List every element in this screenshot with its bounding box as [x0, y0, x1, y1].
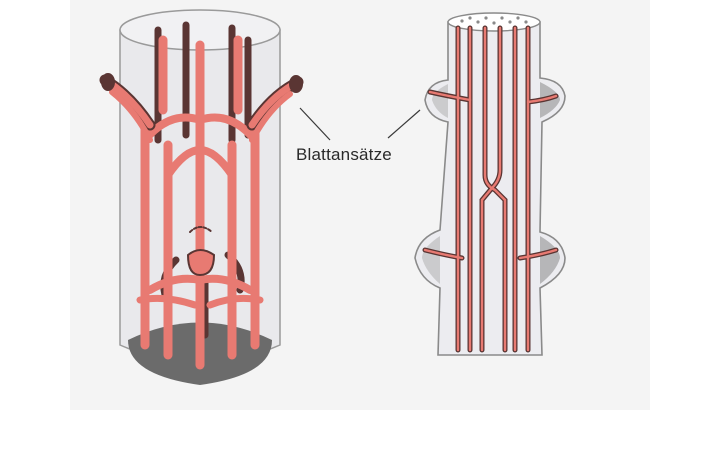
leader-line-left: [300, 108, 330, 140]
leaf-insertions-label: Blattansätze: [296, 145, 392, 164]
label-leader-lines: [300, 108, 420, 140]
leader-line-right: [388, 110, 420, 138]
